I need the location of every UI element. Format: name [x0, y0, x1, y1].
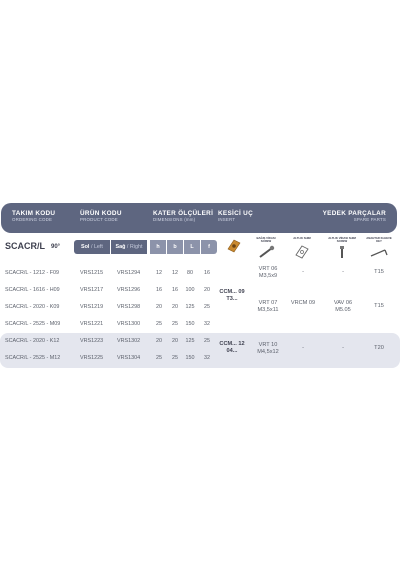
dim-L-header: L — [184, 240, 200, 254]
shim-label: ALTLIK SHIM — [293, 236, 311, 240]
left-hand-header: Sol / Left — [74, 240, 110, 254]
tool-holder-table — [0, 203, 400, 368]
left-code: VRS1221 — [80, 321, 104, 327]
approach-angle: 90° — [51, 244, 61, 250]
right-code: VRS1300 — [117, 321, 141, 327]
shim-screw-label: ALTLIK VİDASI SHIM SCREW — [328, 236, 356, 243]
screw-label: BAĞIŞ VİDASI SCREW — [256, 236, 276, 243]
header-subtitle: DIMENSIONS (mm) — [153, 217, 196, 222]
header-title: KATER ÖLÇÜLERİ — [153, 210, 214, 217]
dim-f: 16 — [204, 270, 210, 276]
right-label-tr: Sağ — [115, 244, 126, 250]
key-code-a: T15 — [374, 269, 384, 275]
dim-f: 25 — [204, 338, 210, 344]
right-code: VRS1304 — [117, 355, 141, 361]
key-code-c: T20 — [374, 345, 384, 351]
table-row — [0, 316, 400, 332]
dim-h-header: h — [150, 240, 166, 254]
shim-screw-icon — [331, 245, 353, 259]
ordering-code: SCACR/L - 1616 - H09 — [5, 287, 60, 293]
left-code: VRS1219 — [80, 304, 104, 310]
shim-code-a: - — [302, 269, 304, 275]
dim-L: 150 — [185, 355, 195, 361]
header-subtitle: SPARE PARTS — [353, 217, 386, 222]
dim-b-header: b — [167, 240, 183, 254]
right-hand-header: Sağ / Right — [111, 240, 147, 254]
header-title: YEDEK PARÇALAR — [322, 210, 386, 217]
left-label-en: Left — [93, 244, 103, 250]
header-title: TAKIM KODU — [12, 210, 56, 217]
shim-screw-code-c: - — [342, 345, 344, 351]
dim-L: 125 — [185, 304, 195, 310]
header-dimensions — [153, 210, 213, 223]
table-row — [0, 350, 400, 366]
ordering-code: SCACR/L - 1212 - F09 — [5, 270, 60, 276]
right-code: VRS1296 — [117, 287, 141, 293]
dim-h: 20 — [156, 338, 162, 344]
dim-L: 80 — [187, 270, 193, 276]
key-code-b: T15 — [374, 303, 384, 309]
dim-f: 32 — [204, 321, 210, 327]
shim-screw-code-a: - — [342, 269, 344, 275]
dim-L: 125 — [185, 338, 195, 344]
dim-f-header: f — [201, 240, 217, 254]
dim-b: 16 — [172, 287, 178, 293]
dim-b: 25 — [172, 321, 178, 327]
dim-f: 32 — [204, 355, 210, 361]
right-code: VRS1294 — [117, 270, 141, 276]
header-product-code — [80, 210, 122, 223]
header-title: ÜRÜN KODU — [80, 210, 122, 217]
header-tool-code — [12, 210, 55, 223]
insert-code-12: CCM... 12 04... — [219, 341, 245, 354]
ordering-code: SCACR/L - 2525 - M09 — [5, 321, 61, 327]
left-code: VRS1225 — [80, 355, 104, 361]
dim-b: 12 — [172, 270, 178, 276]
header-subtitle: INSERT — [218, 217, 236, 222]
left-code: VRS1217 — [80, 287, 104, 293]
screw-icon — [255, 245, 277, 259]
header-subtitle: PRODUCT CODE — [80, 217, 118, 222]
left-code: VRS1215 — [80, 270, 104, 276]
ordering-code: SCACR/L - 2020 - K12 — [5, 338, 60, 344]
dim-L: 150 — [185, 321, 195, 327]
dim-b: 20 — [172, 304, 178, 310]
header-insert — [218, 210, 253, 223]
screw-code-b: VRT 07 M3,5x11 — [257, 300, 279, 313]
insert-code-09: CCM... 09 T3... — [219, 289, 245, 302]
ordering-code: SCACR/L - 2020 - K09 — [5, 304, 60, 310]
shim-code-c: - — [302, 345, 304, 351]
header-subtitle: ORDERING CODE — [12, 217, 53, 222]
right-code: VRS1302 — [117, 338, 141, 344]
dim-f: 25 — [204, 304, 210, 310]
key-label: ANAHTAR KLEEVE KEY — [366, 236, 392, 243]
dim-f: 20 — [204, 287, 210, 293]
left-label-tr: Sol — [81, 244, 90, 250]
right-code: VRS1298 — [117, 304, 141, 310]
shim-icon — [291, 245, 313, 259]
shim-code-b: VRCM 09 — [290, 300, 316, 306]
ordering-code: SCACR/L - 2525 - M12 — [5, 355, 61, 361]
header-title: KESİCİ UÇ — [218, 210, 254, 217]
torx-key-icon — [368, 245, 390, 259]
rhombic-insert-icon — [227, 239, 241, 253]
right-label-en: Right — [129, 244, 143, 250]
dim-b: 25 — [172, 355, 178, 361]
dim-h: 20 — [156, 304, 162, 310]
screw-code-c: VRT 10 M4,5x12 — [257, 342, 279, 355]
dim-h: 25 — [156, 321, 162, 327]
series-name: SCACR/L — [5, 241, 45, 251]
dim-L: 100 — [185, 287, 195, 293]
table-header — [1, 203, 397, 233]
dim-b: 20 — [172, 338, 178, 344]
dim-h: 16 — [156, 287, 162, 293]
header-spare-parts — [323, 210, 386, 223]
left-code: VRS1223 — [80, 338, 104, 344]
table-row — [0, 282, 400, 298]
screw-code-a: VRT 06 M3,5x9 — [258, 266, 278, 279]
dim-h: 25 — [156, 355, 162, 361]
dim-h: 12 — [156, 270, 162, 276]
shim-screw-code-b: VAV 06 M5.05 — [333, 300, 353, 313]
